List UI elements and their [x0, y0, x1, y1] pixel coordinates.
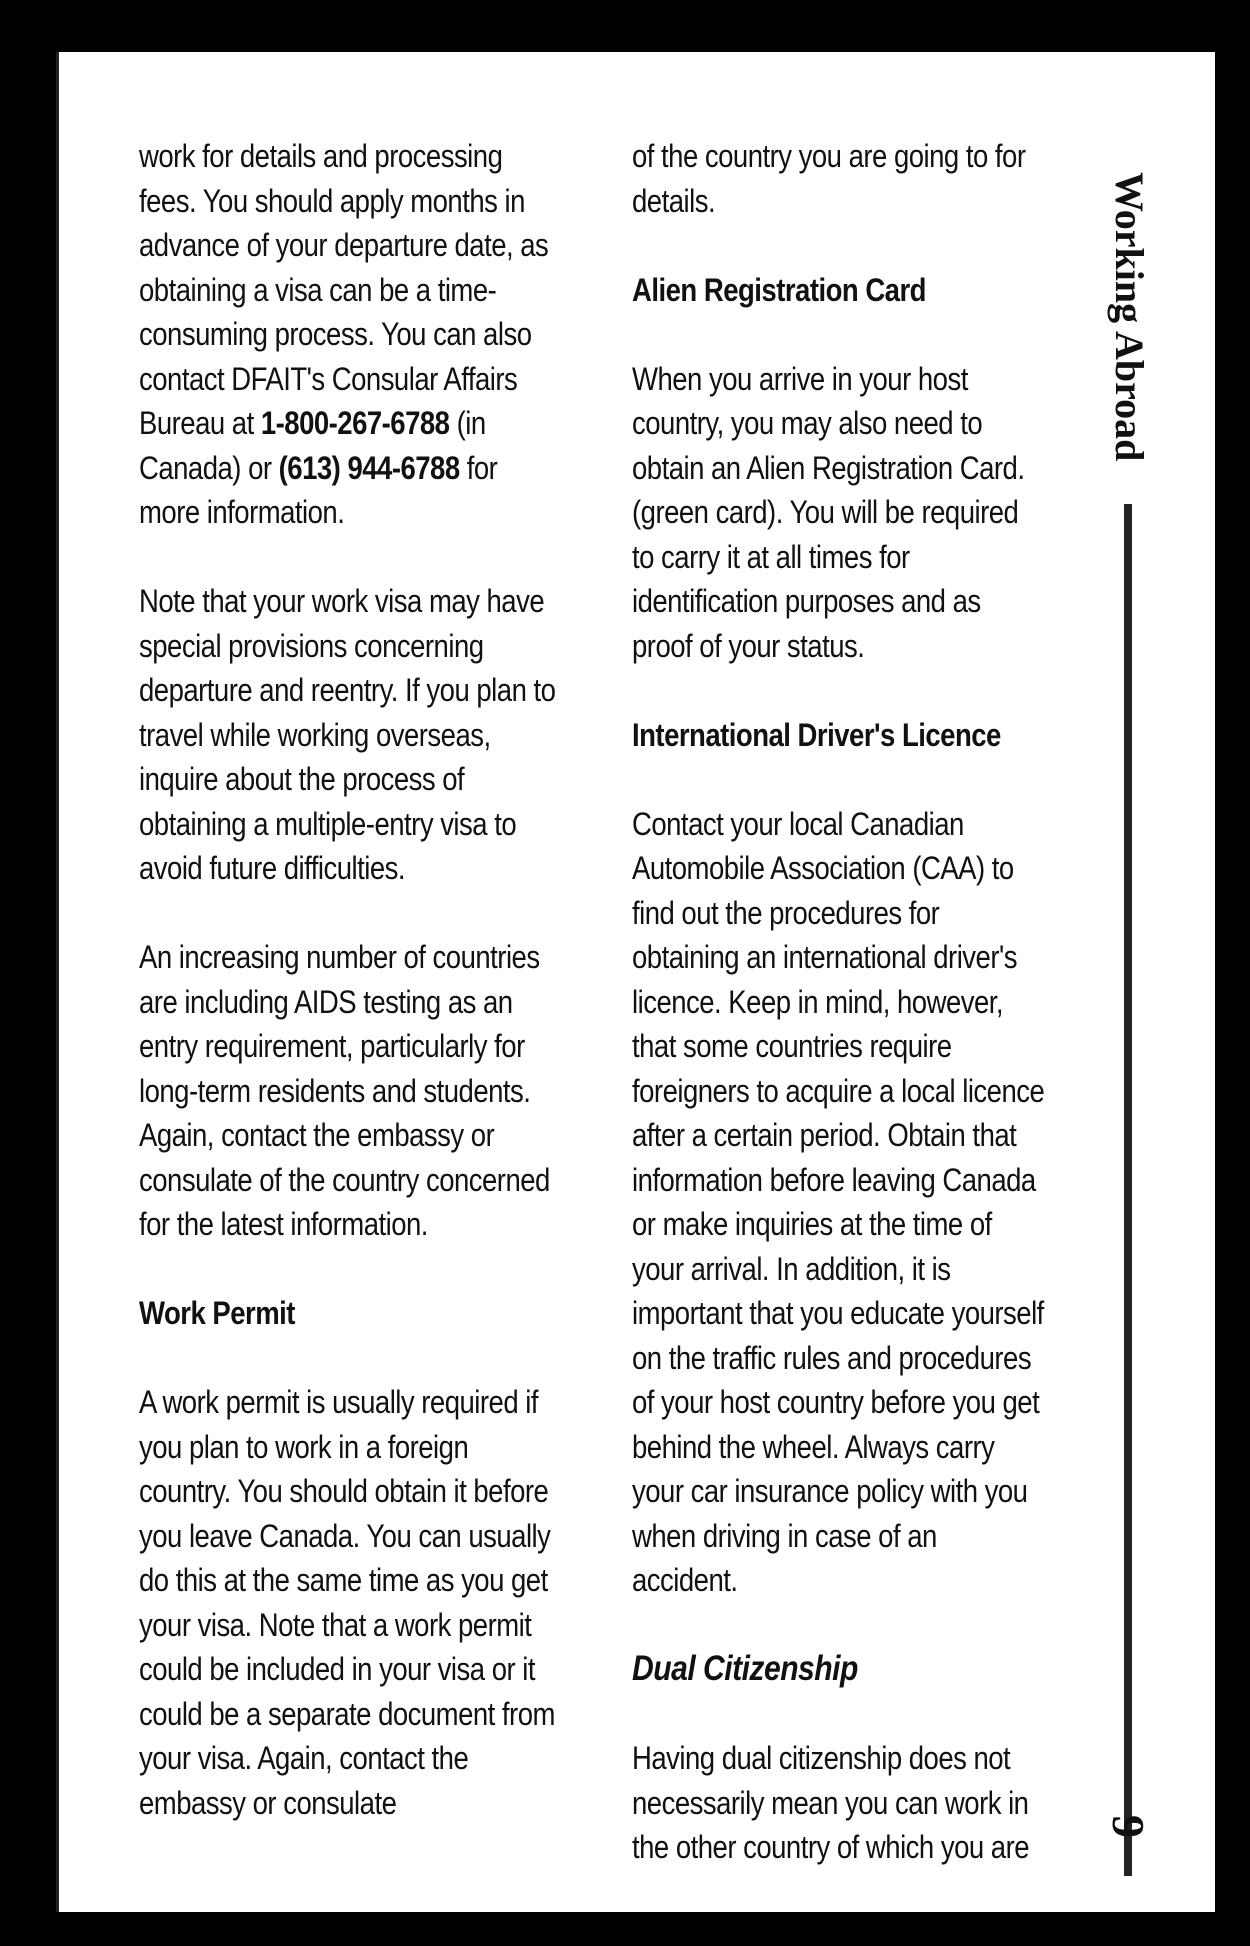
phone-number-ottawa: (613) 944-6788	[278, 449, 460, 486]
left-paragraph-2: Note that your work visa may have special provisions concerning departure and reentry. If you plan to travel while working overseas, inquire about the process of obtaining a multiple-entry visa to avoid future difficulties.	[139, 583, 556, 886]
phone-number-toll-free: 1-800-267-6788	[260, 405, 450, 441]
work-permit-heading: Work Permit	[139, 1295, 295, 1331]
section-side-title: Working Abroad	[1107, 172, 1152, 462]
side-rule	[1124, 504, 1132, 1876]
right-paragraph-3: Contact your local Canadian Automobile Association (CAA) to find out the procedures for obtaining an international driver's licence. Keep in mind, however, that some countries require foreigners to acquire a local licence after a certain period. Obtain that information before leaving Canada or make inquiries at the time of your arrival. In addition, it is important that you educate yourself on the traffic rules and procedures of your host country before you get behind the wheel. Always carry your car insurance policy with you when driving in case of an accident.	[632, 805, 1045, 1598]
left-paragraph-4: A work permit is usually required if you plan to work in a foreign country. You should obtain it before you leave Canada. You can usually do this at the same time as you get your visa. Note that a work permit could be included in your visa or it could be a separate document from your visa. Again, contact the embassy or consulate	[139, 1384, 555, 1821]
paragraph-text: for more information.	[139, 449, 498, 530]
document-page	[56, 52, 1215, 1912]
right-paragraph-4: Having dual citizenship does not necessarily mean you can work in the other country of which you are	[632, 1740, 1030, 1865]
right-column	[632, 134, 1045, 1870]
alien-registration-heading: Alien Registration Card	[632, 271, 926, 308]
paragraph-text: (in Canada) or	[139, 405, 486, 486]
left-paragraph-3: An increasing number of countries are including AIDS testing as an entry requirement, particularly for long-term residents and students. Again, contact the embassy or consulate of the country concerned for the latest information.	[139, 939, 550, 1242]
right-paragraph-1: of the country you are going to for details.	[632, 138, 1026, 219]
page-number: 9	[1103, 1815, 1154, 1838]
left-paragraph-1	[139, 134, 560, 535]
left-column	[139, 134, 560, 1825]
drivers-licence-heading: International Driver's Licence	[632, 716, 1001, 753]
right-paragraph-2: When you arrive in your host country, you may also need to obtain an Alien Registration Card. (green card). You will be required to carry it at all times for identification purposes and as proof of your status.	[632, 360, 1025, 664]
dual-citizenship-heading: Dual Citizenship	[632, 1649, 858, 1688]
paragraph-text: work for details and processing fees. You should apply months in advance of your departure date, as obtaining a visa can be a time-consuming process. You can also contact DFAIT's Consular Affairs Bureau at	[139, 138, 549, 441]
